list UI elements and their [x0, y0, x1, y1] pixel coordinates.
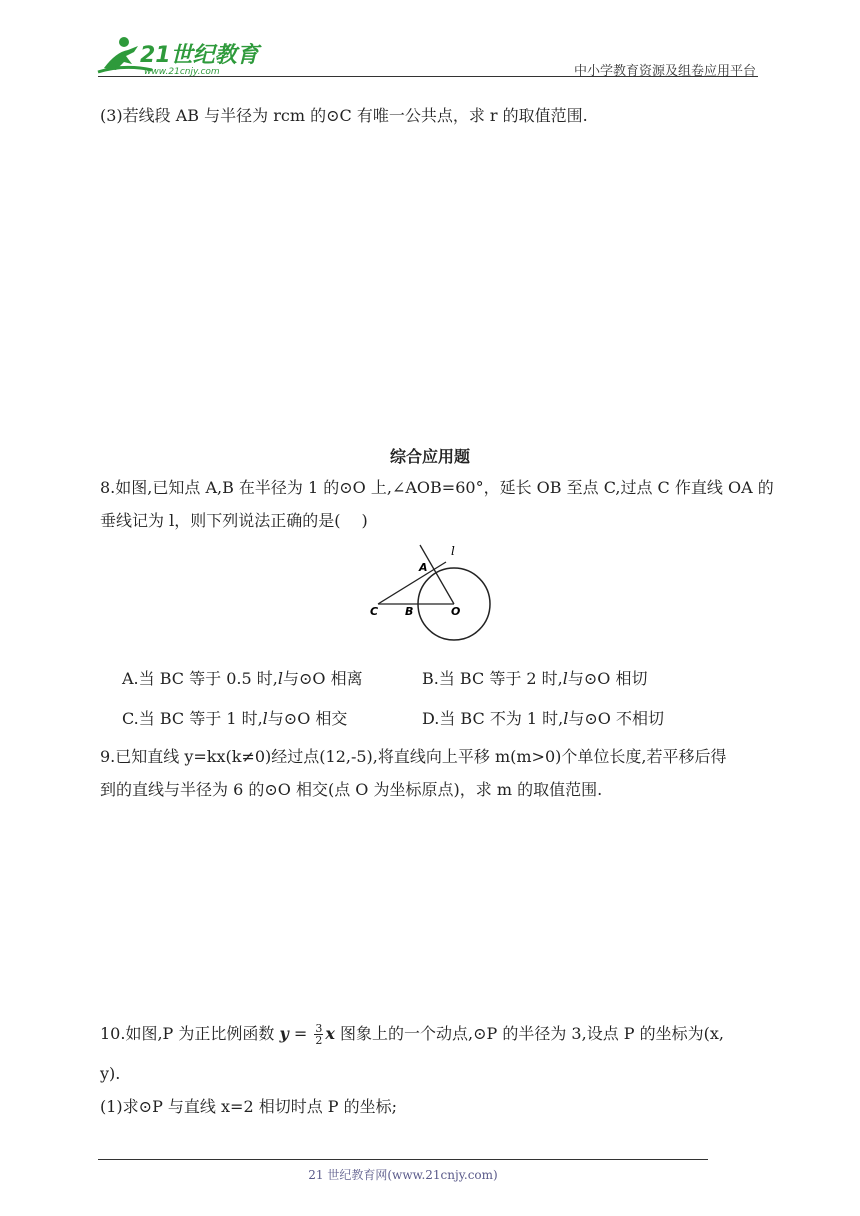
platform-name: 中小学教育资源及组卷应用平台: [573, 64, 756, 79]
formula-eq: =: [288, 1024, 313, 1043]
runner-logo-icon: [94, 34, 264, 78]
logo-url-text: www.21cnjy.com: [144, 67, 220, 77]
question-8-line-2: 垂线记为 l，则下列说法正确的是( ): [100, 511, 368, 530]
option-a-pre: A.当 BC 等于 0.5 时,: [122, 669, 278, 688]
question-10-part-1: (1)求⊙P 与直线 x=2 相切时点 P 的坐标;: [100, 1097, 398, 1116]
option-b[interactable]: [422, 666, 648, 689]
option-a[interactable]: [122, 666, 363, 689]
option-b-post: 与⊙O 相切: [567, 669, 648, 688]
question-10-pre: 10.如图,P 为正比例函数: [100, 1024, 275, 1043]
question-10-post: 图象上的一个动点,⊙P 的半径为 3,设点 P 的坐标为(x,: [340, 1024, 724, 1043]
label-l: l: [451, 544, 455, 558]
formula-x: x: [325, 1024, 335, 1043]
question-9-line-2: 到的直线与半径为 6 的⊙O 相交(点 O 为坐标原点)，求 m 的取值范围.: [100, 780, 603, 799]
question-10-line-1: [100, 1021, 724, 1047]
formula-fraction: [314, 1023, 323, 1046]
label-c: C: [370, 605, 379, 618]
option-a-post: 与⊙O 相离: [282, 669, 363, 688]
option-b-l: l: [562, 669, 568, 688]
option-c-pre: C.当 BC 等于 1 时,: [122, 709, 263, 728]
option-c-post: 与⊙O 相交: [267, 709, 348, 728]
label-a: A: [419, 561, 428, 574]
option-c[interactable]: [122, 706, 347, 729]
label-o: O: [451, 605, 461, 618]
question-7-part-3: (3)若线段 AB 与半径为 rcm 的⊙C 有唯一公共点，求 r 的取值范围.: [100, 106, 588, 125]
formula-y: y: [279, 1024, 289, 1043]
footer-text: 21 世纪教育网(www.21cnjy.com): [308, 1168, 498, 1182]
option-b-pre: B.当 BC 等于 2 时,: [422, 669, 563, 688]
footer-divider: [98, 1159, 708, 1160]
fraction-numerator: 3: [315, 1022, 323, 1035]
logo-main-text: 21世纪教育: [140, 43, 259, 68]
option-a-l: l: [277, 669, 283, 688]
header-divider: [98, 76, 758, 77]
fraction-denominator: 2: [315, 1034, 323, 1047]
question-8-figure: [360, 540, 500, 646]
option-d[interactable]: [422, 706, 664, 729]
section-title: 综合应用题: [389, 447, 470, 466]
question-9-line-1: 9.已知直线 y=kx(k≠0)经过点(12,-5),将直线向上平移 m(m>0)个单位长度,若平移后得: [100, 747, 727, 766]
option-d-pre: D.当 BC 不为 1 时,: [422, 709, 564, 728]
option-d-l: l: [563, 709, 569, 728]
line-l: [378, 562, 446, 604]
label-b: B: [405, 605, 414, 618]
option-d-post: 与⊙O 不相切: [568, 709, 665, 728]
question-10-line-2: y).: [100, 1064, 121, 1083]
question-8-line-1: 8.如图,已知点 A,B 在半径为 1 的⊙O 上,∠AOB=60°，延长 OB 至点 C,过点 C 作直线 OA 的: [100, 478, 774, 497]
option-c-l: l: [262, 709, 268, 728]
logo: [94, 34, 264, 78]
